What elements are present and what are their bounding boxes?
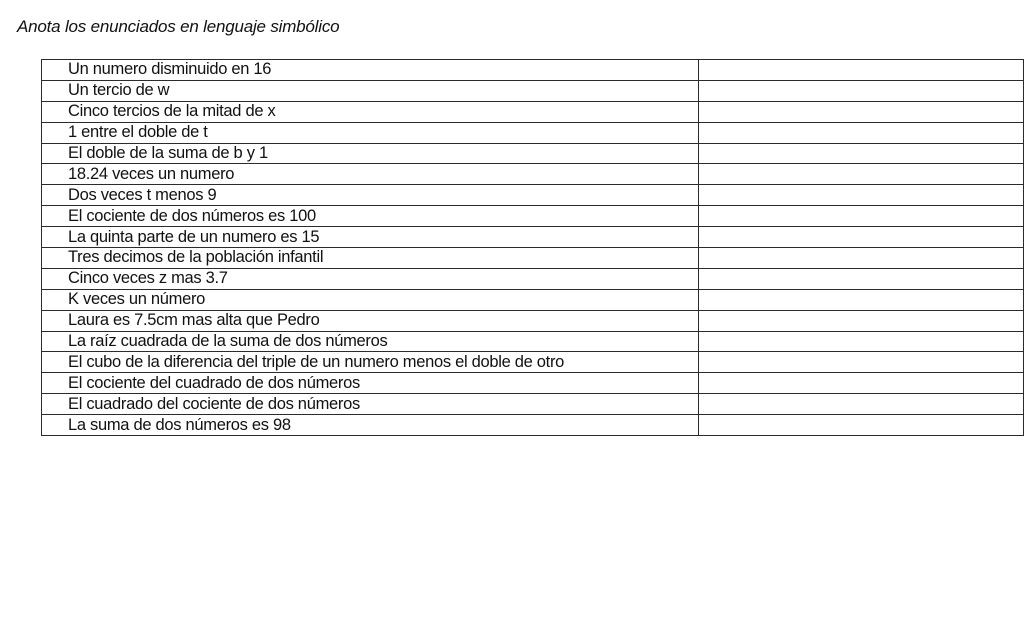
table-row: [42, 331, 1024, 352]
answer-cell[interactable]: [699, 227, 1024, 248]
statement-cell: El doble de la suma de b y 1: [42, 143, 699, 164]
answer-cell[interactable]: [699, 101, 1024, 122]
answer-cell[interactable]: [699, 331, 1024, 352]
statement-cell: Cinco veces z mas 3.7: [42, 268, 699, 289]
table-row: [42, 227, 1024, 248]
table-row: [42, 164, 1024, 185]
table-row: [42, 80, 1024, 101]
statement-cell: La quinta parte de un numero es 15: [42, 227, 699, 248]
table-row: [42, 394, 1024, 415]
table-row: [42, 122, 1024, 143]
table-row: [42, 101, 1024, 122]
statement-cell: 1 entre el doble de t: [42, 122, 699, 143]
statement-cell: K veces un número: [42, 289, 699, 310]
statement-cell: La suma de dos números es 98: [42, 415, 699, 436]
answer-cell[interactable]: [699, 310, 1024, 331]
answer-cell[interactable]: [699, 248, 1024, 269]
table-row: [42, 60, 1024, 81]
statement-cell: Laura es 7.5cm mas alta que Pedro: [42, 310, 699, 331]
answer-cell[interactable]: [699, 60, 1024, 81]
answer-cell[interactable]: [699, 268, 1024, 289]
exercise-table-body: [42, 60, 1024, 436]
answer-cell[interactable]: [699, 143, 1024, 164]
table-row: [42, 206, 1024, 227]
statement-cell: Dos veces t menos 9: [42, 185, 699, 206]
answer-cell[interactable]: [699, 185, 1024, 206]
statement-cell: 18.24 veces un numero: [42, 164, 699, 185]
table-row: [42, 248, 1024, 269]
answer-cell[interactable]: [699, 164, 1024, 185]
table-row: [42, 352, 1024, 373]
answer-cell[interactable]: [699, 373, 1024, 394]
statement-cell: Tres decimos de la población infantil: [42, 248, 699, 269]
statement-cell: El cubo de la diferencia del triple de un numero menos el doble de otro: [42, 352, 699, 373]
answer-cell[interactable]: [699, 122, 1024, 143]
table-row: [42, 268, 1024, 289]
table-row: [42, 310, 1024, 331]
statement-cell: El cociente del cuadrado de dos números: [42, 373, 699, 394]
table-row: [42, 143, 1024, 164]
answer-cell[interactable]: [699, 394, 1024, 415]
table-row: [42, 415, 1024, 436]
table-row: [42, 185, 1024, 206]
table-row: [42, 289, 1024, 310]
answer-cell[interactable]: [699, 352, 1024, 373]
instruction-heading: Anota los enunciados en lenguaje simbólico: [17, 17, 340, 36]
answer-cell[interactable]: [699, 415, 1024, 436]
statement-cell: Un numero disminuido en 16: [42, 60, 699, 81]
answer-cell[interactable]: [699, 80, 1024, 101]
answer-cell[interactable]: [699, 206, 1024, 227]
statement-cell: La raíz cuadrada de la suma de dos números: [42, 331, 699, 352]
exercise-table: [41, 59, 1024, 436]
statement-cell: Cinco tercios de la mitad de x: [42, 101, 699, 122]
answer-cell[interactable]: [699, 289, 1024, 310]
statement-cell: Un tercio de w: [42, 80, 699, 101]
statement-cell: El cuadrado del cociente de dos números: [42, 394, 699, 415]
statement-cell: El cociente de dos números es 100: [42, 206, 699, 227]
table-row: [42, 373, 1024, 394]
